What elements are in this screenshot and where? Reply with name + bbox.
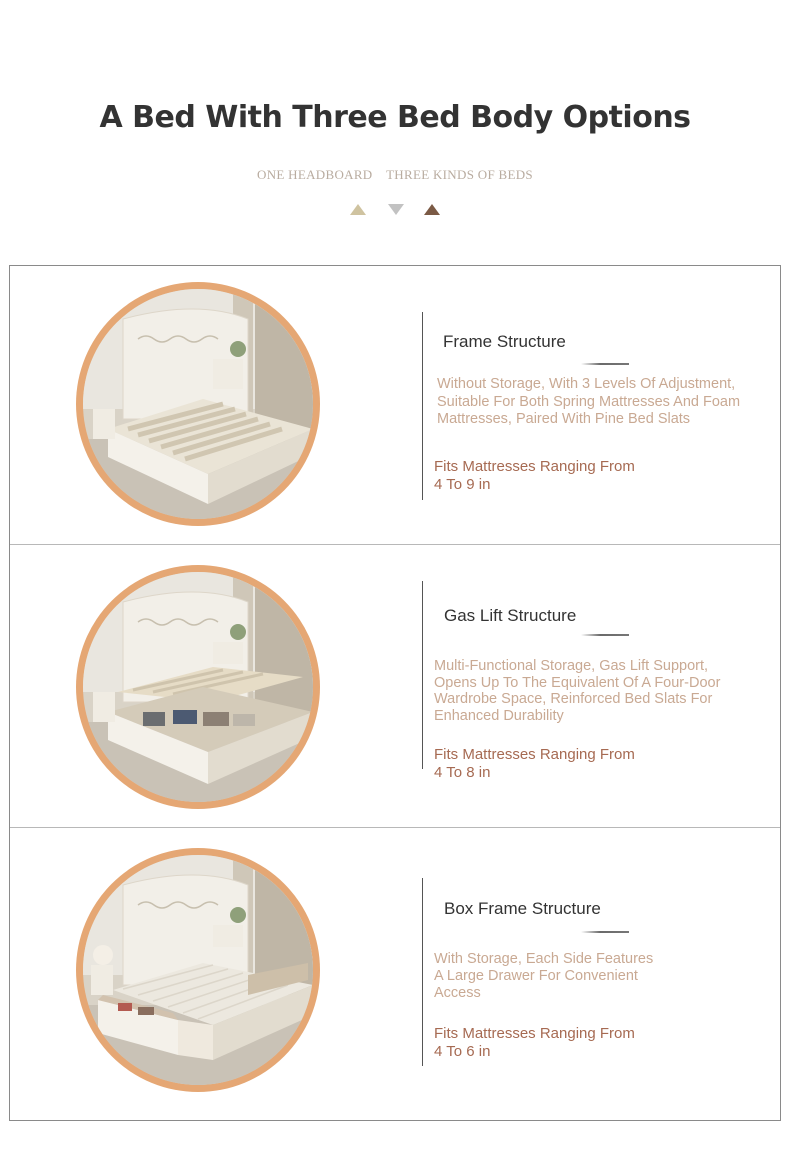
options-panel — [9, 265, 781, 1121]
bed-image-ring — [76, 565, 320, 809]
fit-line-1: Fits Mattresses Ranging From — [434, 1025, 635, 1042]
title-underline — [581, 634, 629, 636]
option-fit-range — [434, 458, 734, 494]
option-description: Multi-Functional Storage, Gas Lift Support, Opens Up To The Equivalent Of A Four-Door Wardrobe Space, Reinforced Bed Slats For Enhanced Durability — [434, 658, 721, 724]
fit-line-2: 4 To 6 in — [434, 1043, 491, 1060]
page-title: A Bed With Three Bed Body Options — [99, 100, 691, 135]
fit-line-1: Fits Mattresses Ranging From — [434, 746, 635, 763]
subtitle-right: THREE KINDS OF BEDS — [386, 167, 533, 182]
option-fit-range — [434, 1025, 734, 1061]
option-title: Box Frame Structure — [444, 899, 601, 918]
triangle-down-icon — [388, 204, 404, 215]
title-underline — [581, 931, 629, 933]
option-fit-range — [434, 746, 734, 782]
fit-line-2: 4 To 9 in — [434, 476, 491, 493]
triangle-up-icon — [350, 204, 366, 215]
option-description: Without Storage, With 3 Levels Of Adjustment, Suitable For Both Spring Mattresses And Foam Mattresses, Paired With Pine Bed Slats — [437, 376, 741, 427]
fit-line-2: 4 To 8 in — [434, 764, 491, 781]
option-card-gas-lift — [10, 545, 780, 827]
accent-line — [422, 581, 423, 769]
option-description: With Storage, Each Side Features A Large Drawer For Convenient Access — [434, 951, 654, 1001]
bed-gas-lift-photo — [83, 572, 313, 802]
option-title: Gas Lift Structure — [444, 606, 577, 625]
page-subtitle — [0, 167, 790, 183]
bed-image-ring — [76, 848, 320, 1092]
accent-line — [422, 878, 423, 1066]
accent-line — [422, 312, 423, 500]
triangle-up-icon — [424, 204, 440, 215]
decorative-triangles — [350, 204, 450, 218]
option-card-box-frame — [10, 828, 780, 1120]
title-underline — [581, 363, 629, 365]
bed-box-drawer-photo — [83, 855, 313, 1085]
bed-image-ring — [76, 282, 320, 526]
option-title: Frame Structure — [443, 332, 566, 351]
bed-frame-photo — [83, 289, 313, 519]
subtitle-left: ONE HEADBOARD — [257, 167, 373, 182]
fit-line-1: Fits Mattresses Ranging From — [434, 458, 635, 475]
option-card-frame — [10, 266, 780, 544]
